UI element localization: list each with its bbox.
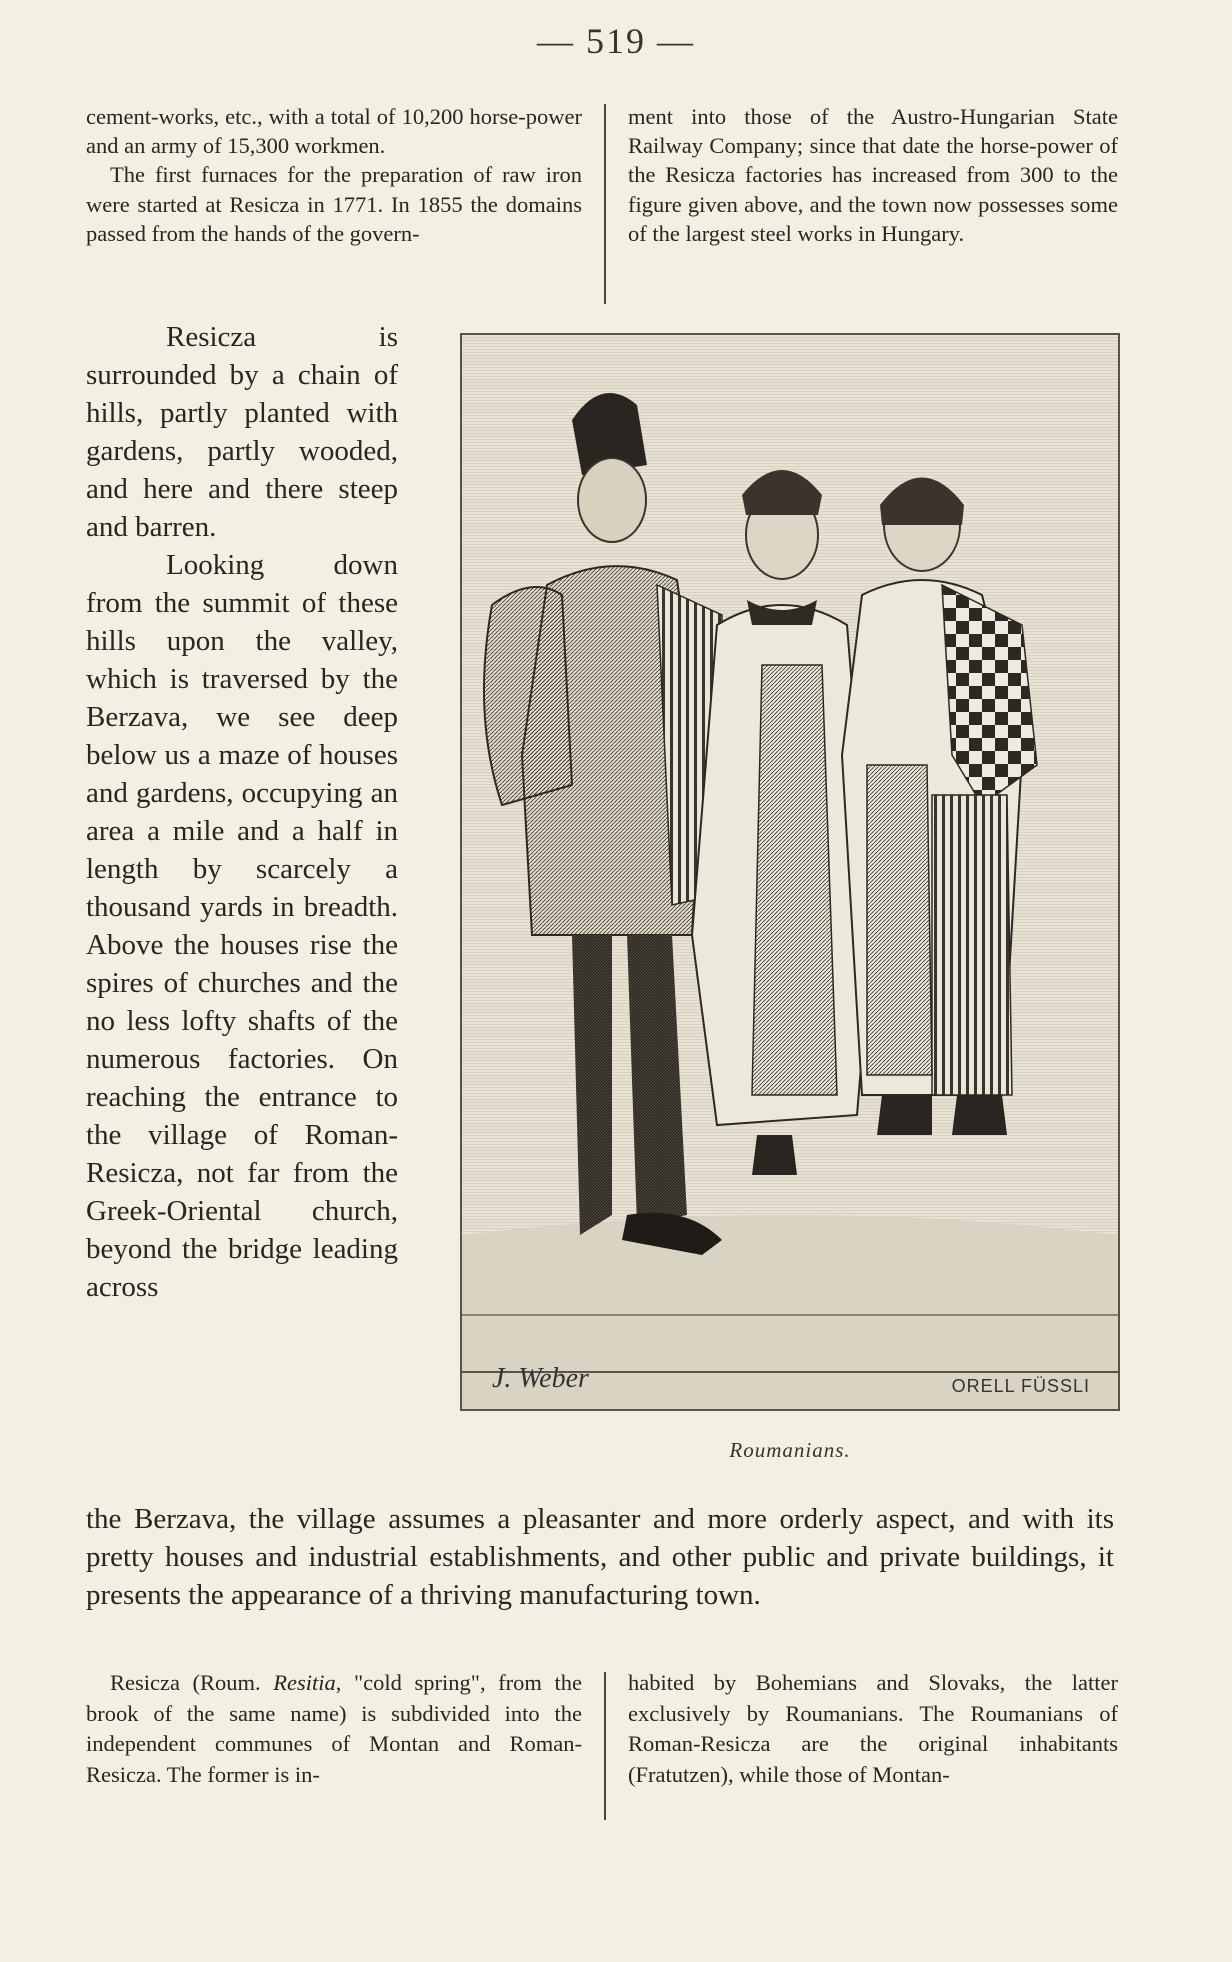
- engraver-credit: ORELL FÜSSLI: [951, 1376, 1090, 1396]
- top-right-paragraph-1: ment into those of the Austro-Hungarian State Railway Company; since that date the horse-power of the Resicza factories has increased from 300 to the figure given above, and the town now possesses some of the largest steel works in Hungary.: [628, 104, 1118, 246]
- bottom-right-paragraph: habited by Bohemians and Slovaks, the latter exclusively by Roumanians. The Roumanians of Roman-Resicza are the original inhabitants (Fratutzen), while those of Montan-: [628, 1670, 1118, 1787]
- figure-caption: Roumanians.: [729, 1438, 851, 1462]
- column-divider-top: [604, 104, 606, 304]
- top-left-paragraph-2: The first furnaces for the preparation of raw iron were started at Resicza in 1771. In 1855 the domains passed from the hands of the govern-: [86, 162, 582, 246]
- engraving-illustration: [460, 333, 1120, 1411]
- bottom-left-text-rest: , "cold spring", from the brook of the same name) is subdivided into the independent communes of Montan and Roman-Resicza. The former is in-: [86, 1670, 582, 1787]
- bottom-right-column: [628, 1668, 1118, 1790]
- bottom-left-text-start: Resicza (Roum.: [110, 1670, 261, 1695]
- column-divider-bottom: [604, 1672, 606, 1820]
- main-paragraph-valley: Looking down from the summit of these hills upon the valley, which is traversed by the Berzava, we see deep below us a maze of houses and gardens, occupying an area a mile and a half in length by scarcely a thousand yards in breadth. Above the houses rise the spires of churches and the no less lofty shafts of the numerous factories. On reaching the entrance to the village of Roman-Resicza, not far from the Greek-Oriental church, beyond the bridge leading across: [86, 549, 398, 1303]
- bottom-left-paragraph: [86, 1668, 582, 1790]
- artist-signature: J. Weber: [492, 1363, 589, 1394]
- roumanians-engraving-image: [462, 335, 1118, 1409]
- page-number: — 519 —: [537, 21, 695, 61]
- top-left-paragraph-1: cement-works, etc., with a total of 10,200 horse-power and an army of 15,300 workmen.: [86, 104, 582, 159]
- main-text-wrapped: [86, 318, 398, 1306]
- top-right-column: [628, 102, 1118, 248]
- main-text-full-width: the Berzava, the village assumes a pleasanter and more orderly aspect, and with its pretty houses and industrial establishments, and other public and private buildings, it presents the appearance of a thriving manufacturing town.: [86, 1503, 1114, 1611]
- main-paragraph-hills: Resicza is surrounded by a chain of hills, partly planted with gardens, partly wooded, and here and there steep and barren.: [86, 321, 398, 543]
- bottom-left-italic-term: Resitia: [273, 1670, 336, 1695]
- bottom-left-column: [86, 1668, 582, 1790]
- top-left-column: [86, 102, 582, 248]
